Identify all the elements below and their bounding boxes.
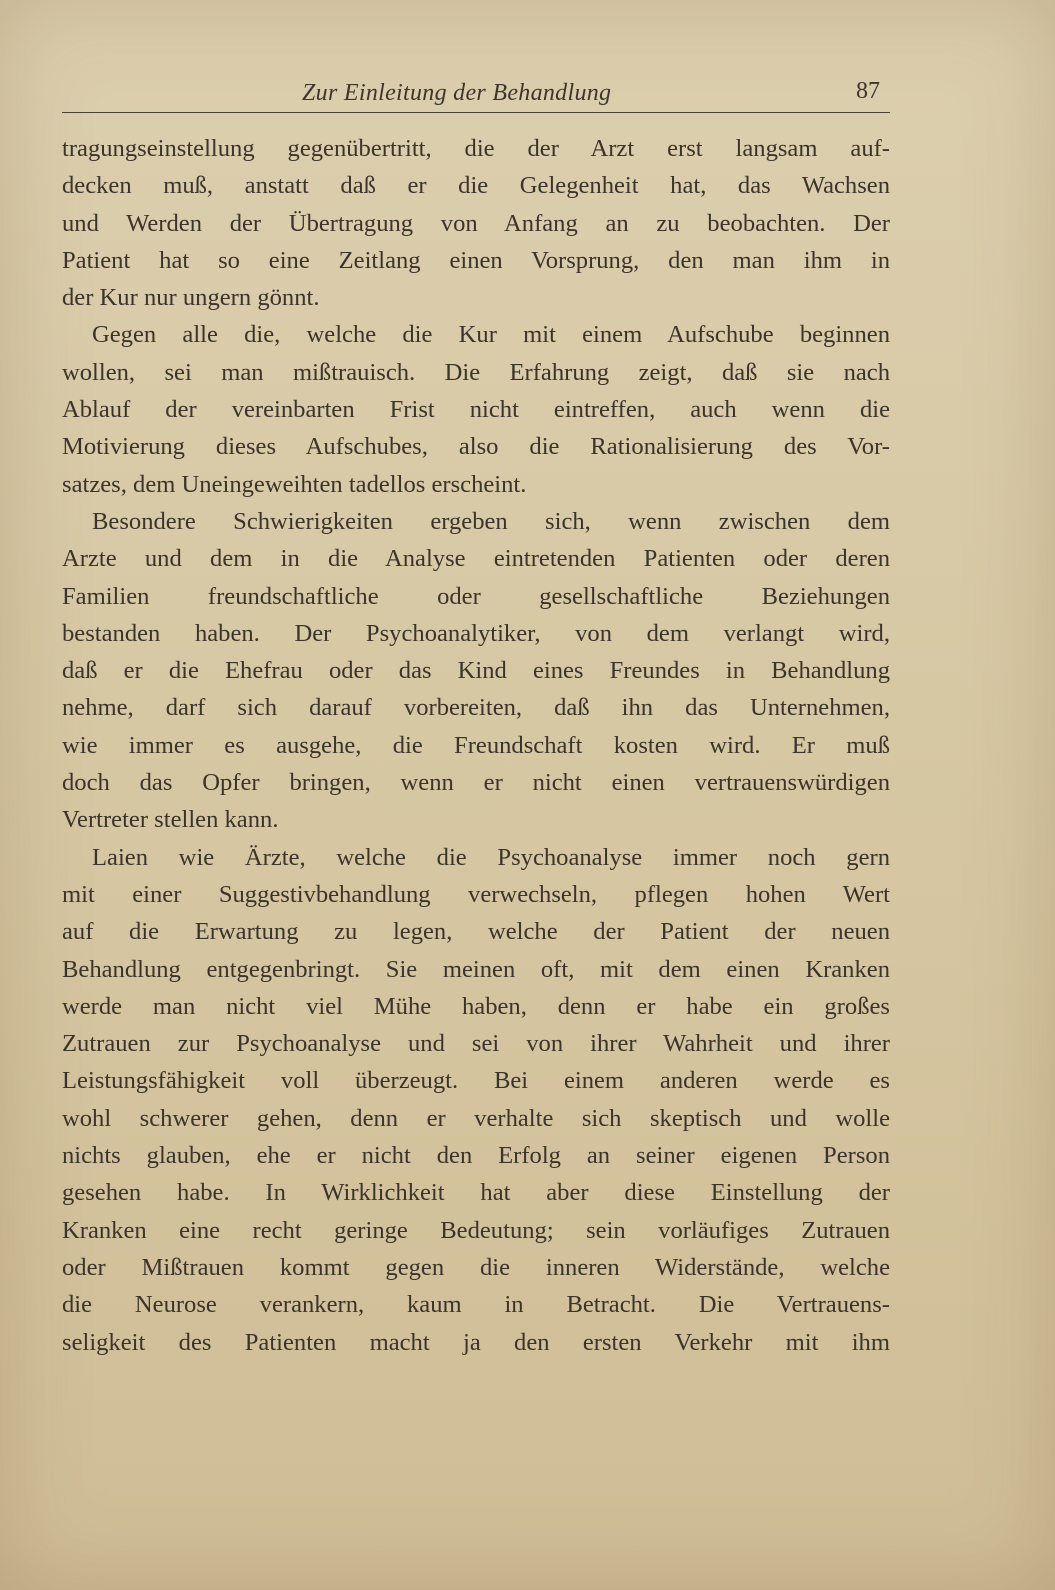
text-line: tragungseinstellung gegenübertritt, die der Arzt erst langsam auf- bbox=[62, 135, 890, 162]
text-line: doch das Opfer bringen, wenn er nicht einen vertrauenswürdigen bbox=[62, 769, 890, 797]
running-title: Zur Einleitung der Behandlung bbox=[302, 80, 612, 106]
paragraph bbox=[62, 839, 890, 1361]
text-line: Ablauf der vereinbarten Frist nicht eintreffen, auch wenn die bbox=[62, 396, 890, 424]
paragraph bbox=[62, 503, 890, 839]
paragraph bbox=[62, 130, 890, 316]
text-line: der Kur nur ungern gönnt. bbox=[62, 284, 320, 312]
text-line: Motivierung dieses Aufschubes, also die Rationalisierung des Vor- bbox=[62, 433, 890, 461]
text-line: satzes, dem Uneingeweihten tadellos erscheint. bbox=[62, 470, 527, 498]
text-line: nehme, darf sich darauf vorbereiten, daß ihn das Unternehmen, bbox=[62, 694, 890, 722]
text-line: Leistungsfähigkeit voll überzeugt. Bei einem anderen werde es bbox=[62, 1067, 890, 1095]
text-line: Kranken eine recht geringe Bedeutung; sein vorläufiges Zutrauen bbox=[62, 1216, 890, 1244]
text-line: mit einer Suggestivbehandlung verwechseln, pflegen hohen Wert bbox=[62, 880, 890, 908]
text-line: Zutrauen zur Psychoanalyse und sei von ihrer Wahrheit und ihrer bbox=[62, 1030, 890, 1058]
body-text bbox=[62, 130, 890, 1361]
running-header bbox=[62, 76, 890, 113]
text-line: die Neurose verankern, kaum in Betracht. Die Vertrauens- bbox=[62, 1291, 890, 1319]
text-line: Arzte und dem in die Analyse eintretenden Patienten oder deren bbox=[62, 545, 890, 573]
text-line: Besondere Schwierigkeiten ergeben sich, wenn zwischen dem bbox=[92, 507, 890, 535]
text-line: gesehen habe. In Wirklichkeit hat aber diese Einstellung der bbox=[62, 1179, 890, 1207]
text-line: wollen, sei man mißtrauisch. Die Erfahrung zeigt, daß sie nach bbox=[62, 358, 890, 386]
text-line: Laien wie Ärzte, welche die Psychoanalyse immer noch gern bbox=[92, 843, 890, 871]
text-line: Patient hat so eine Zeitlang einen Vorsprung, den man ihm in bbox=[62, 246, 890, 274]
text-line: oder Mißtrauen kommt gegen die inneren Widerstände, welche bbox=[62, 1253, 890, 1281]
text-line: wohl schwerer gehen, denn er verhalte sich skeptisch und wolle bbox=[62, 1104, 890, 1132]
text-line: wie immer es ausgehe, die Freundschaft kosten wird. Er muß bbox=[62, 731, 890, 759]
text-line: daß er die Ehefrau oder das Kind eines Freundes in Behandlung bbox=[62, 657, 890, 685]
text-line: Behandlung entgegenbringt. Sie meinen oft, mit dem einen Kranken bbox=[62, 955, 890, 983]
text-line: Familien freundschaftliche oder gesellschaftliche Beziehungen bbox=[62, 582, 890, 610]
text-line: werde man nicht viel Mühe haben, denn er habe ein großes bbox=[62, 992, 890, 1020]
text-line: und Werden der Übertragung von Anfang an zu beobachten. Der bbox=[62, 209, 890, 237]
text-line: decken muß, anstatt daß er die Gelegenheit hat, das Wachsen bbox=[62, 172, 890, 200]
text-line: auf die Erwartung zu legen, welche der Patient der neuen bbox=[62, 918, 890, 946]
text-line: nichts glauben, ehe er nicht den Erfolg an seiner eigenen Person bbox=[62, 1142, 890, 1170]
page-number: 87 bbox=[856, 78, 880, 104]
text-line: seligkeit des Patienten macht ja den ersten Verkehr mit ihm bbox=[62, 1328, 890, 1356]
text-line: Gegen alle die, welche die Kur mit einem Aufschube beginnen bbox=[92, 321, 890, 349]
paragraph bbox=[62, 316, 890, 502]
text-line: bestanden haben. Der Psychoanalytiker, von dem verlangt wird, bbox=[62, 619, 890, 647]
text-line: Vertreter stellen kann. bbox=[62, 806, 279, 834]
